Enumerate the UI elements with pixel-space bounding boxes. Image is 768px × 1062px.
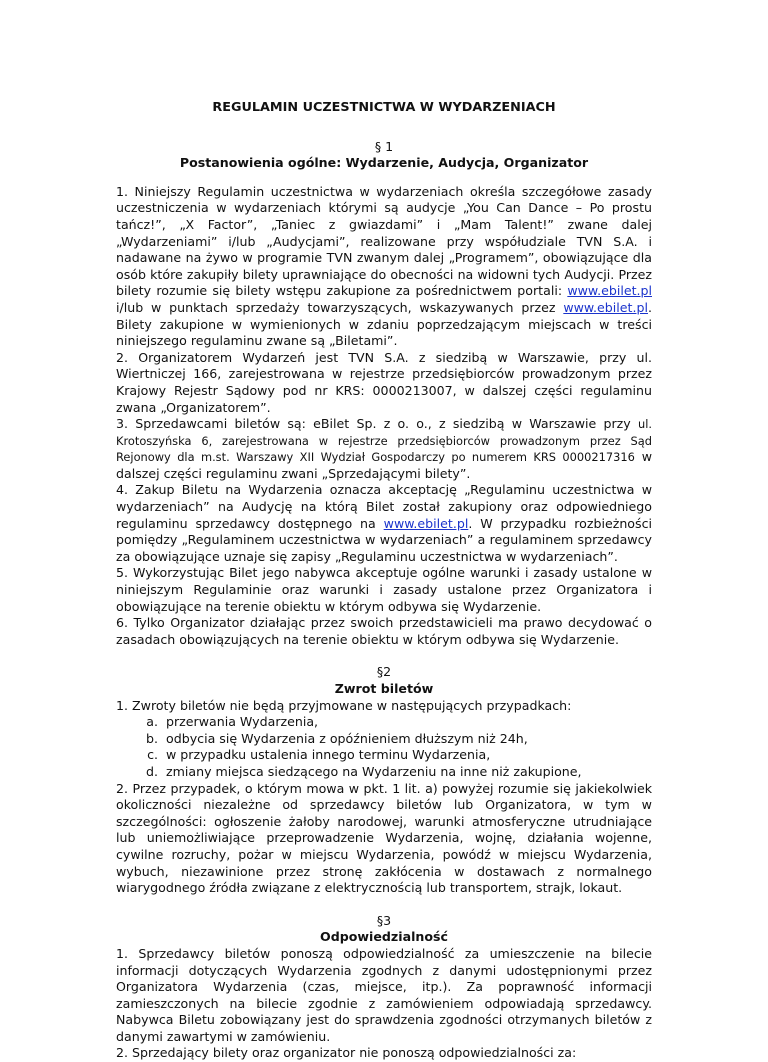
section-1-paragraph-6: 6. Tylko Organizator działając przez swoich przedstawicieli ma prawo decydować o zasadach obowiązujących na terenie obiektu w którym odbywa się Wydarzenie. [116,615,652,647]
text-span: 1. Niniejszy Regulamin uczestnictwa w wydarzeniach określa szczegółowe zasady uczestniczenia w wydarzeniach którymi są audycje „You Can Dance – Po prostu tańcz!”, „X Factor”, „Taniec z gwiazdami” i „Mam Talent!” zwane dalej „Wydarzeniami” i/lub „Audycjami”, realizowane przy współudziale TVN S.A. i nadawane na żywo w programie TVN zwanym dalej „Programem”, obowiązujące dla osób które zakupiły bilety uprawniające do obecności na widowni tych Audycji. Przez bilety rozumie się bilety wstępu zakupione za pośrednictwem portali: [116,183,652,299]
list-item: d. zmiany miejsca siedzącego na Wydarzeniu na inne niż zakupione, [162,764,652,781]
text-span: i/lub w punktach sprzedaży towarzyszących, wskazywanych przez [116,299,564,315]
section-2-paragraph-1: 1. Zwroty biletów nie będą przyjmowane w następujących przypadkach: [116,697,572,713]
text-span: . Bilety zakupione w wymienionych w zdaniu poprzedzającym miejscach w treści niniejszego regulaminu zwane są „Biletami”. [116,299,652,349]
section-1-paragraph-4 [116,482,652,565]
section-gap [116,897,652,913]
section-3-paragraph-2: 2. Sprzedający bilety oraz organizator nie ponoszą odpowiedzialności za: [116,1045,577,1061]
section-1-paragraph-2: 2. Organizatorem Wydarzeń jest TVN S.A. z siedzibą w Warszawie, przy ul. Wiertniczej 166, zarejestrowana w rejestrze przedsiębiorców prowadzonym przez Krajowy Rejestr Sądowy pod nr KRS: 0000213007, w dalszej części regulaminu zwana „Organizatorem”. [116,349,652,415]
section-gap [116,648,652,664]
ebilet-link[interactable]: www.ebilet.pl [383,515,469,531]
text-span: w dalszej części regulaminu zwani „Sprzedającymi bilety”. [116,449,652,481]
text-span-small: ul. Krotoszyńska 6, zarejestrowana w rejestrze przedsiębiorców prowadzonym przez Sąd Rejonowy dla m.st. Warszawy XII Wydział Gospodarczy po numerem KRS 0000217316 [116,417,652,465]
section-1-paragraph-5: 5. Wykorzystując Bilet jego nabywca akceptuje ogólne warunki i zasady ustalone w niniejszym Regulaminie oraz warunki i zasady ustalone przez Organizatora i obowiązujące na terenie obiektu w którym odbywa się Wydarzenie. [116,565,652,614]
text-span: 3. Sprzedawcami biletów są: eBilet Sp. z o. o., z siedzibą w Warszawie przy [116,416,638,432]
section-3-paragraph-1: 1. Sprzedawcy biletów ponoszą odpowiedzialność za umieszczenie na bilecie informacji dotyczących Wydarzenia zgodnych z danymi udostępnionymi przez Organizatora Wydarzenia (czas, miejsce, itp.). Za poprawność informacji zamieszczonych na bilecie zgodnie z zamówieniem odpowiadają sprzedawcy. Nabywca Biletu zobowiązany jest do sprawdzenia zgodności otrzymanych biletów z danymi zawartymi w zamówieniu. [116,945,652,1044]
section-2-number: §2 [376,664,392,680]
ebilet-link[interactable]: www.ebilet.pl [567,283,652,299]
text-span: . W przypadku rozbieżności pomiędzy „Regulaminem uczestnictwa w wydarzeniach” a regulaminem sprzedawcy za obowiązujące uznaje się zapisy „Regulaminu uczestnictwa w wydarzeniach”. [116,515,652,564]
section-1-paragraph-1 [116,184,652,350]
ebilet-link[interactable]: www.ebilet.pl [563,299,648,315]
section-3-number: §3 [376,912,392,928]
section-1-heading: Postanowienia ogólne: Wydarzenie, Audycja, Organizator [179,155,589,171]
section-3-heading: Odpowiedzialność [320,929,448,945]
document-title: REGULAMIN UCZESTNICTWA W WYDARZENIACH [212,100,556,115]
section-1-number: § 1 [374,138,394,154]
list-item: a. przerwania Wydarzenia, [162,714,652,731]
list-item: b. odbycia się Wydarzenia z opóźnieniem dłuższym niż 24h, [162,731,652,748]
section-2-heading: Zwrot biletów [334,681,434,696]
section-2-paragraph-2: 2. Przez przypadek, o którym mowa w pkt. 1 lit. a) powyżej rozumie się jakiekolwiek okoliczności niezależne od sprzedawcy biletów lub Organizatora, w tym w szczególności: ogłoszenie żałoby narodowej, warunki atmosferyczne utrudniające lub uniemożliwiające przeprowadzenie Wydarzenia, wojnę, działania wojenne, cywilne rozruchy, pożar w miejscu Wydarzenia, powódź w miejscu Wydarzenia, wybuch, niezawinione przez stronę zakłócenia w dostawach z normalnego wiarygodnego źródła związane z elektrycznością lub transportem, strajk, lokaut. [116,780,652,896]
text-span: 4. Zakup Biletu na Wydarzenia oznacza akceptację „Regulaminu uczestnictwa w wydarzeniach” na Audycję na którą Bilet został zakupiony oraz odpowiedniego regulaminu sprzedawcy dostępnego na [116,482,652,531]
section-1-paragraph-3 [116,416,652,482]
list-item: c. w przypadku ustalenia innego terminu Wydarzenia, [162,747,652,764]
return-exclusions-list [116,714,652,780]
